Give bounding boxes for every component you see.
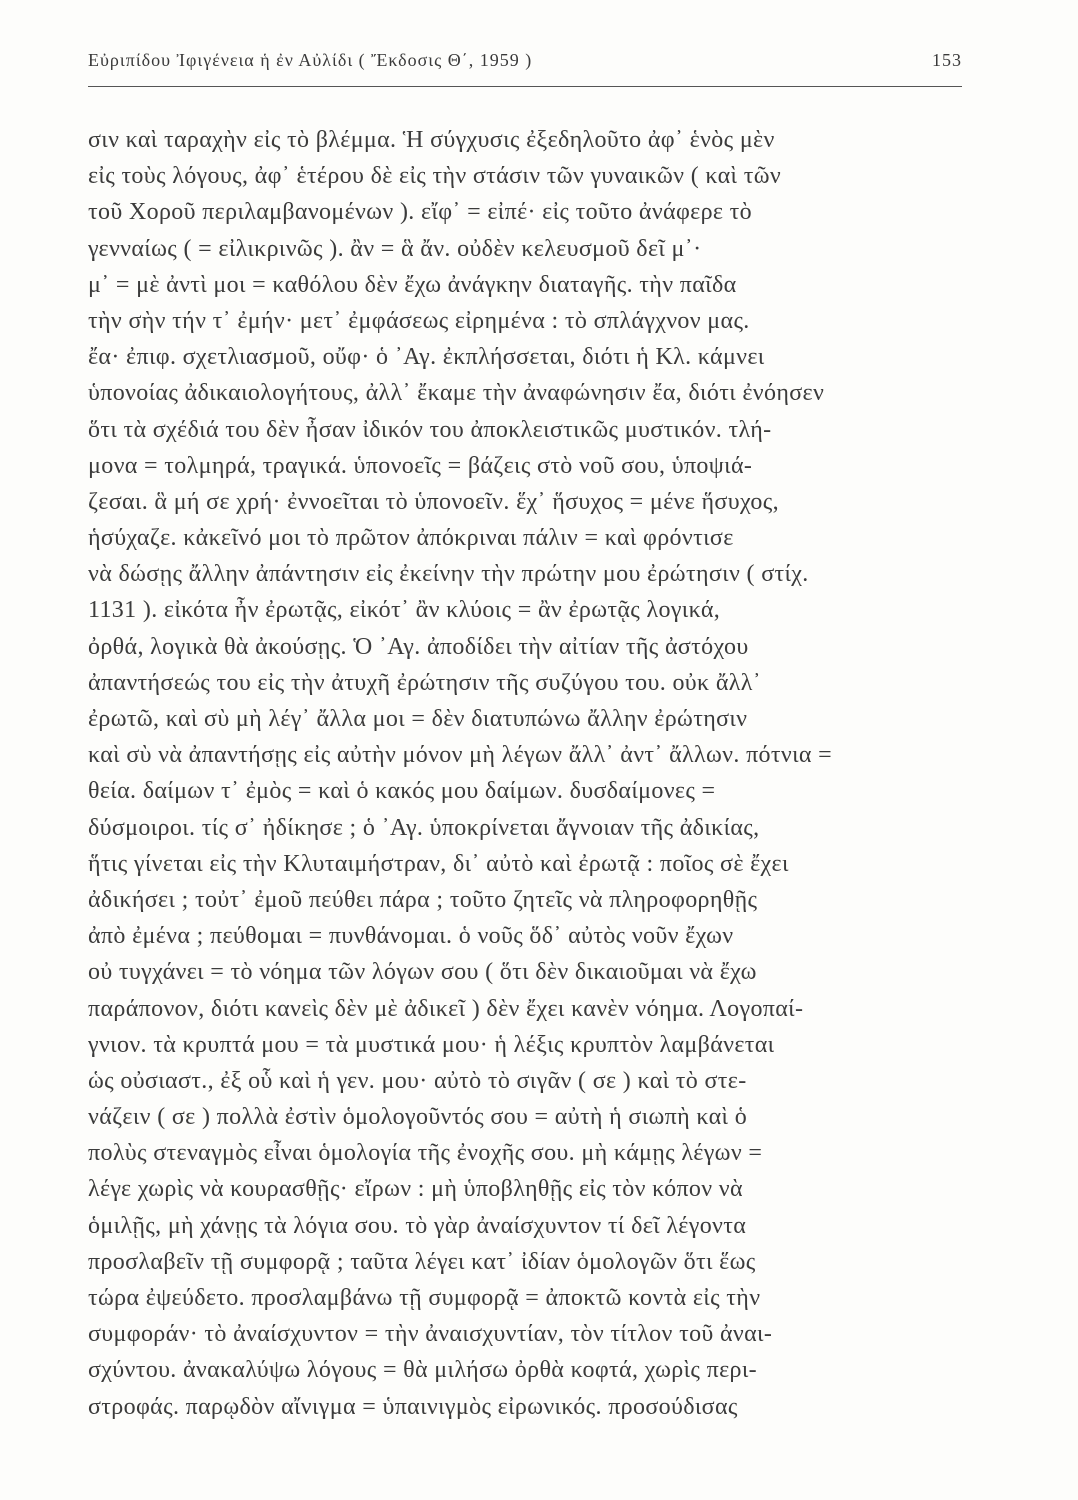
text-line [88, 1352, 962, 1388]
text-line [88, 1208, 962, 1244]
text-line [88, 556, 962, 592]
page-number: 153 [932, 50, 962, 70]
text-line [88, 954, 962, 990]
line-text: νάζειν ( σε ) πολλὰ ἐστὶν ὁμολογοῦντός σου = αὐτὴ ἡ σιωπὴ καὶ ὁ [88, 1104, 748, 1131]
text-line [88, 773, 962, 809]
text-line [88, 448, 962, 484]
line-text: καὶ σὺ νὰ ἀπαντήσῃς εἰς αὐτὴν μόνον μὴ λέγων ἄλλ᾿ ἀντ᾿ ἄλλων. πότνια = [88, 742, 833, 769]
text-line [88, 810, 962, 846]
text-line [88, 122, 962, 158]
line-text: ἀπαντήσεώς του εἰς τὴν ἀτυχῆ ἐρώτησιν τῆς συζύγου του. οὐκ ἄλλ᾿ [88, 669, 762, 696]
text-line [88, 1135, 962, 1171]
line-text: τοῦ Χοροῦ περιλαμβανομένων ). εἴφ᾿ = εἰπέ· εἰς τοῦτο ἀνάφερε τὸ [88, 199, 753, 226]
line-text: ζεσαι. ἃ μή σε χρή· ἐννοεῖται τὸ ὑπονοεῖν. ἕχ᾿ ἥσυχος = μένε ἥσυχος, [88, 488, 779, 515]
header-title: Εὐριπίδου Ἰφιγένεια ἡ ἐν Αὐλίδι ( Ἔκδοσις Θ΄, 1959 ) [88, 50, 533, 70]
text-line [88, 484, 962, 520]
line-text: ὡς οὐσιαστ., ἐξ οὗ καὶ ἡ γεν. μου· αὐτὸ τὸ σιγᾶν ( σε ) καὶ τὸ στε- [88, 1067, 747, 1094]
line-text: γνιον. τὰ κρυπτά μου = τὰ μυστικά μου· ἡ λέξις κρυπτὸν λαμβάνεται [88, 1031, 775, 1058]
line-text: ἥτις γίνεται εἰς τὴν Κλυταιμήστραν, δι᾿ αὐτὸ καὶ ἐρωτᾷ : ποῖος σὲ ἔχει [88, 850, 789, 877]
line-text: ἀδικήσει ; τοὐτ᾿ ἐμοῦ πεύθει πάρα ; τοῦτο ζητεῖς νὰ πληροφορηθῇς [88, 886, 758, 913]
text-line [88, 267, 962, 303]
line-text: τὴν σὴν τήν τ᾿ ἐμήν· μετ᾿ ἐμφάσεως εἰρημένα : τὸ σπλάγχνον μας. [88, 307, 750, 334]
text-line [88, 629, 962, 665]
text-line [88, 1027, 962, 1063]
line-text: θεία. δαίμων τ᾿ ἐμὸς = καὶ ὁ κακός μου δαίμων. δυσδαίμονες = [88, 778, 716, 805]
line-text: ἐρωτῶ, καὶ σὺ μὴ λέγ᾿ ἄλλα μοι = δὲν διατυπώνω ἄλλην ἐρώτησιν [88, 706, 748, 732]
text-line [88, 665, 962, 701]
line-text: πολὺς στεναγμὸς εἶναι ὁμολογία τῆς ἐνοχῆς σου. μὴ κάμῃς λέγων = [88, 1140, 763, 1167]
line-text: σχύντου. ἀνακαλύψω λόγους = θὰ μιλήσω ὀρθὰ κοφτά, χωρὶς περι- [88, 1357, 757, 1384]
text-line [88, 1244, 962, 1280]
text-line [88, 701, 962, 737]
text-line [88, 303, 962, 339]
text-line [88, 520, 962, 556]
header-rule [88, 86, 962, 87]
text-line [88, 846, 962, 882]
text-line [88, 1389, 962, 1425]
text-line [88, 412, 962, 448]
line-text: μ᾿ = μὲ ἀντὶ μοι = καθόλου δὲν ἔχω ἀνάγκην διαταγῆς. τὴν παῖδα [88, 271, 737, 298]
line-text: συμφοράν· τὸ ἀναίσχυντον = τὴν ἀναισχυντίαν, τὸν τίτλον τοῦ ἀναι- [88, 1321, 773, 1348]
line-text: τώρα ἐψεύδετο. προσλαμβάνω τῇ συμφορᾷ = ἀποκτῶ κοντὰ εἰς τὴν [88, 1285, 761, 1311]
text-line [88, 1316, 962, 1352]
text-line [88, 737, 962, 773]
line-text: 1131 ). εἰκότα ἦν ἐρωτᾷς, εἰκότ᾿ ἂν κλύοις = ἂν ἐρωτᾷς λογικά, [88, 597, 721, 624]
text-line [88, 592, 962, 628]
text-line [88, 1099, 962, 1135]
line-text: ὀρθά, λογικὰ θὰ ἀκούσῃς. Ὁ ᾿Αγ. ἀποδίδει τὴν αἰτίαν τῆς ἀστόχου [88, 633, 749, 660]
line-text: γενναίως ( = εἰλικρινῶς ). ἂν = ἃ ἄν. οὐδὲν κελευσμοῦ δεῖ μ᾿· [88, 235, 702, 262]
line-text: ὅτι τὰ σχέδιά του δὲν ἦσαν ἰδικόν του ἀποκλειστικῶς μυστικόν. τλή- [88, 416, 772, 443]
text-line [88, 194, 962, 230]
line-text: μονα = τολμηρά, τραγικά. ὑπονοεῖς = βάζεις στὸ νοῦ σου, ὑποψιά- [88, 452, 753, 479]
text-line [88, 1280, 962, 1316]
line-text: παράπονον, διότι κανεὶς δὲν μὲ ἀδικεῖ ) δὲν ἔχει κανὲν νόημα. Λογοπαί- [88, 995, 804, 1022]
text-line [88, 231, 962, 267]
line-text: ὁμιλῇς, μὴ χάνῃς τὰ λόγια σου. τὸ γὰρ ἀναίσχυντον τί δεῖ λέγοντα [88, 1212, 747, 1239]
running-header [88, 50, 962, 71]
line-text: δύσμοιροι. τίς σ᾿ ἠδίκησε ; ὁ ᾿Αγ. ὑποκρίνεται ἄγνοιαν τῆς ἀδικίας, [88, 814, 760, 841]
text-line [88, 918, 962, 954]
line-text: εἰς τοὺς λόγους, ἀφ᾿ ἑτέρου δὲ εἰς τὴν στάσιν τῶν γυναικῶν ( καὶ τῶν [88, 163, 782, 190]
line-text: ἀπὸ ἐμένα ; πεύθομαι = πυνθάνομαι. ὁ νοῦς ὅδ᾿ αὐτὸς νοῦν ἔχων [88, 923, 734, 950]
text-line [88, 1171, 962, 1207]
text-line [88, 991, 962, 1027]
text-line [88, 882, 962, 918]
text-line [88, 1063, 962, 1099]
text-line [88, 158, 962, 194]
line-text: ἡσύχαζε. κἀκεῖνό μοι τὸ πρῶτον ἀπόκριναι πάλιν = καὶ φρόντισε [88, 525, 734, 552]
line-text: λέγε χωρὶς νὰ κουρασθῇς· εἴρων : μὴ ὑποβληθῇς εἰς τὸν κόπον νὰ [88, 1176, 743, 1203]
line-text: νὰ δώσῃς ἄλλην ἀπάντησιν εἰς ἐκείνην τὴν πρώτην μου ἐρώτησιν ( στίχ. [88, 561, 809, 588]
line-text: σιν καὶ ταραχὴν εἰς τὸ βλέμμα. Ἡ σύγχυσις ἐξεδηλοῦτο ἀφ᾿ ἑνὸς μὲν [88, 127, 775, 153]
commentary-text [88, 122, 962, 1425]
text-line [88, 339, 962, 375]
line-text: στροφάς. παρῳδὸν αἴνιγμα = ὑπαινιγμὸς εἰρωνικός. προσούδισας [88, 1393, 738, 1420]
line-text: προσλαβεῖν τῇ συμφορᾷ ; ταῦτα λέγει κατ᾿ ἰδίαν ὁμολογῶν ὅτι ἕως [88, 1248, 756, 1275]
line-text: ἔα· ἐπιφ. σχετλιασμοῦ, οὔφ· ὁ ᾿Αγ. ἐκπλήσσεται, διότι ἡ Κλ. κάμνει [88, 344, 765, 371]
line-text: ὑπονοίας ἀδικαιολογήτους, ἀλλ᾿ ἔκαμε τὴν ἀναφώνησιν ἔα, διότι ἐνόησεν [88, 380, 825, 407]
line-text: οὐ τυγχάνει = τὸ νόημα τῶν λόγων σου ( ὅτι δὲν δικαιοῦμαι νὰ ἔχω [88, 959, 757, 986]
text-line [88, 375, 962, 411]
